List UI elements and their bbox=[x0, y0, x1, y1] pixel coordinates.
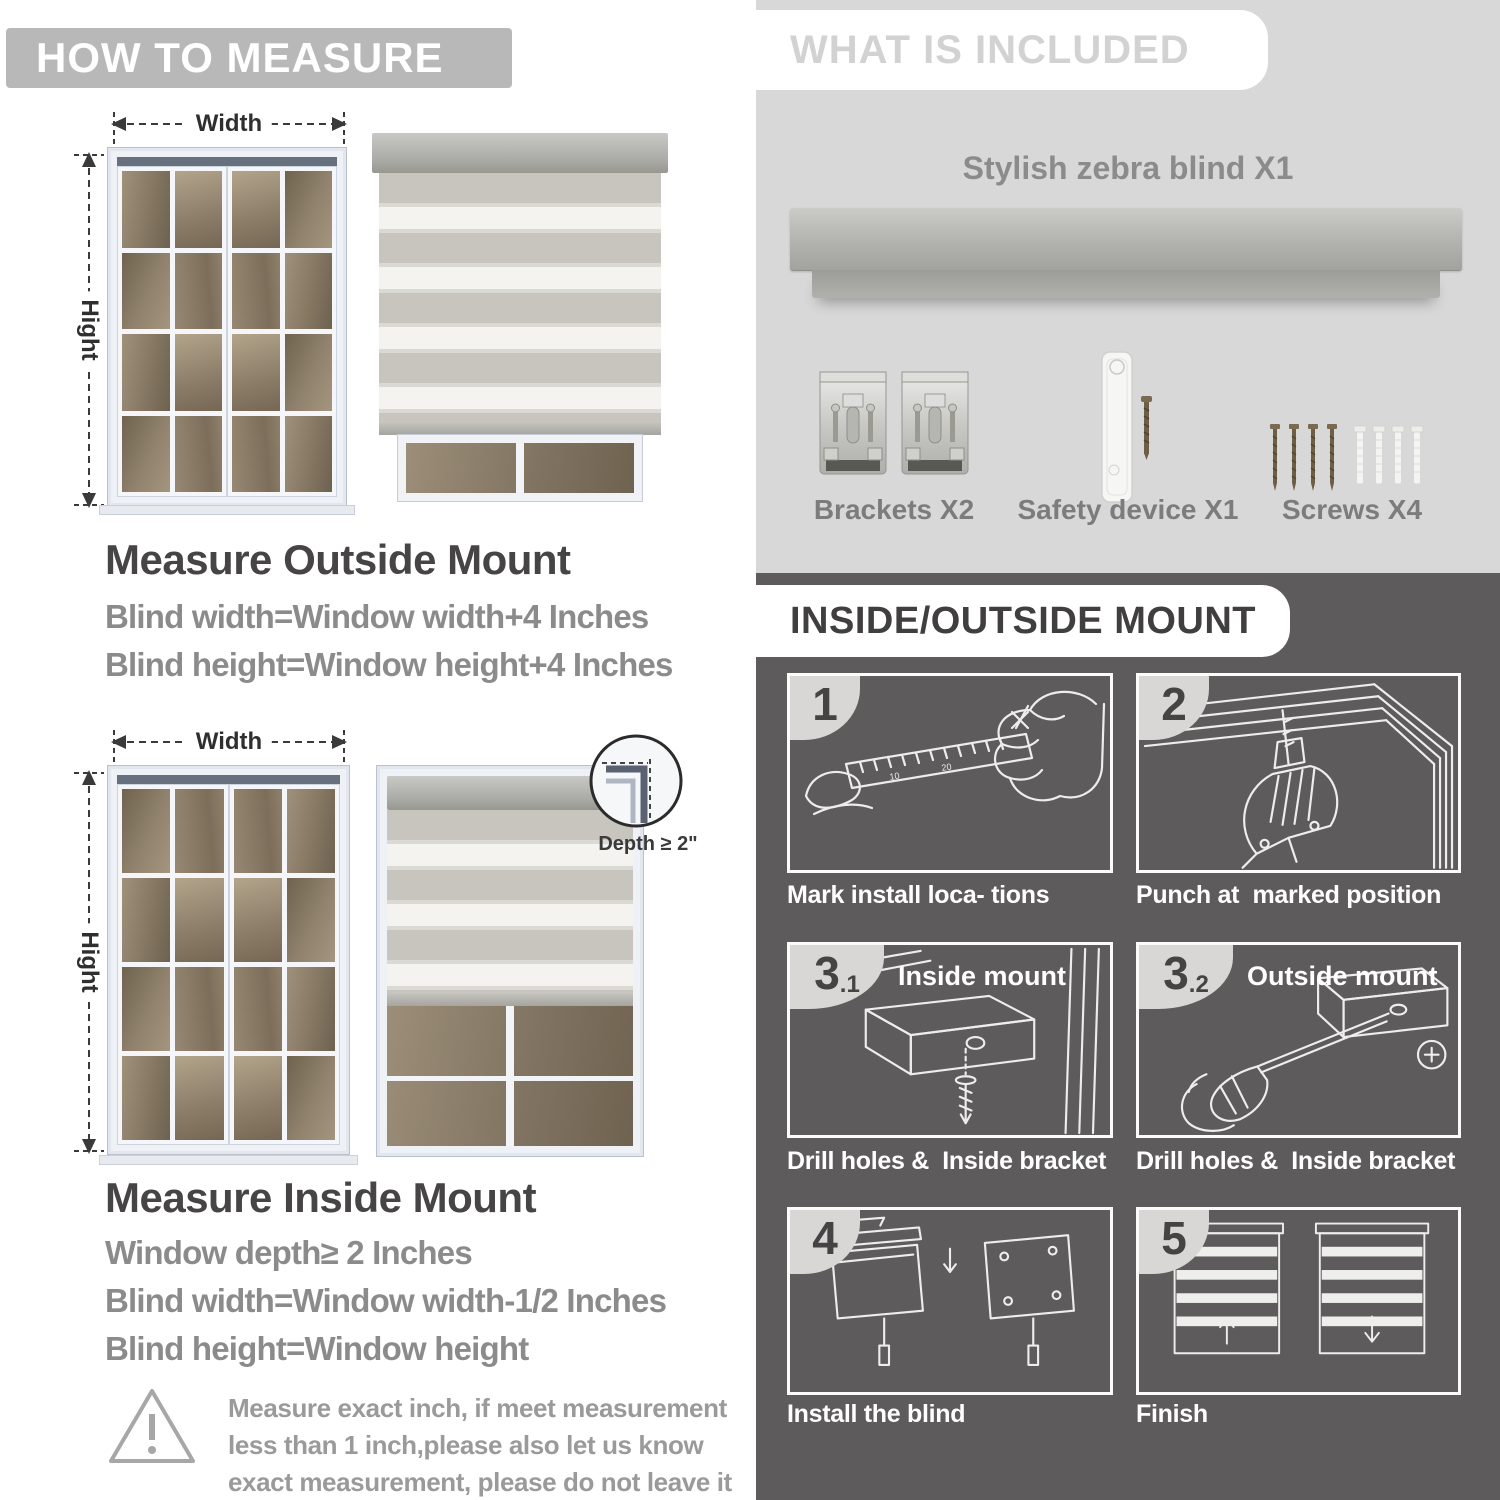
window-pane bbox=[287, 789, 335, 873]
step-2-box bbox=[1136, 673, 1461, 873]
screws-icon bbox=[1268, 424, 1438, 496]
window-below-blind bbox=[398, 435, 642, 501]
warning-triangle-icon bbox=[106, 1384, 198, 1470]
step-3-1-title: Inside mount bbox=[898, 961, 1066, 991]
blind-headrail-image bbox=[790, 208, 1462, 271]
inside-rule-2: Blind width=Window width-1/2 Inches bbox=[105, 1282, 667, 1319]
window-pane bbox=[175, 416, 223, 493]
bracket-icon bbox=[816, 364, 890, 490]
how-to-measure-title: HOW TO MEASURE bbox=[36, 34, 444, 81]
window-pane bbox=[175, 171, 223, 248]
window-pane bbox=[175, 789, 223, 873]
step-5-caption: Finish bbox=[1136, 1400, 1208, 1428]
mount-instructions-panel bbox=[756, 573, 1500, 1500]
window-illustration-outside bbox=[107, 147, 347, 507]
svg-text:10: 10 bbox=[888, 770, 901, 782]
window-pane bbox=[122, 967, 170, 1051]
blind-shade bbox=[379, 173, 661, 423]
window-below-blind bbox=[387, 1006, 633, 1146]
window-pane bbox=[175, 878, 223, 962]
window-head-strip bbox=[117, 775, 340, 784]
brackets-image bbox=[816, 364, 976, 490]
mount-header bbox=[756, 585, 1290, 657]
warning-icon bbox=[106, 1384, 198, 1470]
blind-inside-body bbox=[387, 776, 633, 1146]
window-sashes bbox=[117, 166, 337, 497]
step-3-2-box bbox=[1136, 942, 1461, 1138]
height-arrow-inside bbox=[72, 768, 106, 1156]
window-sash bbox=[117, 166, 227, 497]
window-sash bbox=[117, 784, 229, 1145]
window-sash bbox=[229, 784, 341, 1145]
step-3-1-caption: Drill holes & Inside bracket bbox=[787, 1147, 1107, 1175]
svg-text:20: 20 bbox=[940, 761, 953, 773]
step-number: 3 bbox=[814, 947, 840, 999]
window-pane bbox=[234, 878, 282, 962]
window-sill bbox=[99, 505, 355, 515]
safety-device-image bbox=[1100, 350, 1160, 510]
window-pane bbox=[234, 1056, 282, 1140]
blind-bottom-rail bbox=[387, 994, 633, 1006]
safety-device-icon bbox=[1100, 350, 1160, 510]
height-label: Hight bbox=[75, 291, 103, 368]
window-pane bbox=[175, 334, 223, 411]
window-stile bbox=[516, 443, 524, 493]
inside-rule-1: Window depth≥ 2 Inches bbox=[105, 1234, 472, 1271]
step-number: 5 bbox=[1161, 1212, 1187, 1264]
outside-rule-2: Blind height=Window height+4 Inches bbox=[105, 646, 673, 683]
window-pane bbox=[232, 171, 280, 248]
step-3-2-caption: Drill holes & Inside bracket bbox=[1136, 1147, 1456, 1175]
step-number: 4 bbox=[812, 1212, 838, 1264]
inside-rule-3: Blind height=Window height bbox=[105, 1330, 529, 1367]
how-to-measure-header bbox=[6, 28, 512, 88]
window-pane bbox=[122, 253, 170, 330]
what-is-included-panel bbox=[756, 0, 1500, 573]
step-5-box bbox=[1136, 1207, 1461, 1395]
mount-title: INSIDE/OUTSIDE MOUNT bbox=[790, 599, 1257, 642]
step-3-1-box bbox=[787, 942, 1113, 1138]
window-pane bbox=[285, 171, 333, 248]
blind-cassette bbox=[372, 133, 668, 173]
window-pane bbox=[285, 253, 333, 330]
step-1-box bbox=[787, 673, 1113, 873]
window-pane bbox=[287, 878, 335, 962]
window-pane bbox=[287, 967, 335, 1051]
screws-label: Screws X4 bbox=[1281, 494, 1423, 525]
window-pane bbox=[175, 1056, 223, 1140]
window-muntin bbox=[387, 1076, 633, 1081]
window-sill bbox=[99, 1155, 358, 1165]
step-number: 3 bbox=[1163, 947, 1189, 999]
window-pane bbox=[232, 334, 280, 411]
window-sashes bbox=[117, 784, 340, 1145]
measure-note: Measure exact inch, if meet measurement less than 1 inch,please also let us know exact measurement, please do not leave it bbox=[228, 1393, 732, 1497]
window-pane bbox=[234, 789, 282, 873]
window-head-strip bbox=[117, 157, 337, 166]
window-pane bbox=[232, 253, 280, 330]
window-pane bbox=[122, 789, 170, 873]
blind-bottom-rail bbox=[379, 423, 661, 435]
step-3-2-title: Outside mount bbox=[1247, 961, 1438, 991]
step-4-caption: Install the blind bbox=[787, 1400, 966, 1428]
window-sash bbox=[227, 166, 337, 497]
step-1-caption: Mark install loca- tions bbox=[787, 881, 1050, 909]
brackets-label: Brackets X2 bbox=[813, 494, 975, 525]
step-4-box bbox=[787, 1207, 1113, 1395]
width-label: Width bbox=[186, 728, 272, 756]
window-pane bbox=[234, 967, 282, 1051]
what-is-included-header bbox=[756, 10, 1268, 90]
height-arrow-outside bbox=[72, 150, 106, 510]
depth-detail-circle bbox=[588, 733, 684, 829]
window-pane bbox=[175, 967, 223, 1051]
window-pane bbox=[285, 334, 333, 411]
what-is-included-title: WHAT IS INCLUDED bbox=[790, 27, 1190, 72]
outside-mount-title: Measure Outside Mount bbox=[105, 536, 571, 583]
window-pane bbox=[122, 334, 170, 411]
width-label: Width bbox=[186, 110, 272, 138]
window-pane bbox=[122, 1056, 170, 1140]
window-pane bbox=[175, 253, 223, 330]
blind-outside-illustration bbox=[372, 133, 668, 501]
window-pane bbox=[232, 416, 280, 493]
window-pane bbox=[122, 416, 170, 493]
step-number: 1 bbox=[812, 678, 838, 730]
bracket-icon bbox=[898, 364, 972, 490]
inside-mount-title: Measure Inside Mount bbox=[105, 1174, 537, 1221]
product-label: Stylish zebra blind X1 bbox=[962, 150, 1294, 186]
window-pane bbox=[285, 416, 333, 493]
step-2-caption: Punch at marked position bbox=[1136, 881, 1442, 909]
depth-detail-icon bbox=[588, 733, 684, 829]
window-pane bbox=[122, 878, 170, 962]
outside-rule-1: Blind width=Window width+4 Inches bbox=[105, 598, 649, 635]
step-subnumber: .1 bbox=[839, 971, 860, 998]
step-number: 2 bbox=[1161, 678, 1187, 730]
window-pane bbox=[122, 171, 170, 248]
depth-label: Depth ≥ 2" bbox=[598, 833, 698, 855]
step-subnumber: .2 bbox=[1188, 971, 1209, 998]
height-label: Hight bbox=[75, 923, 103, 1000]
blind-headrail-inset bbox=[812, 270, 1440, 298]
screws-image bbox=[1268, 424, 1438, 496]
window-pane bbox=[287, 1056, 335, 1140]
window-illustration-inside bbox=[107, 765, 350, 1155]
safety-device-label: Safety device X1 bbox=[1017, 494, 1239, 525]
